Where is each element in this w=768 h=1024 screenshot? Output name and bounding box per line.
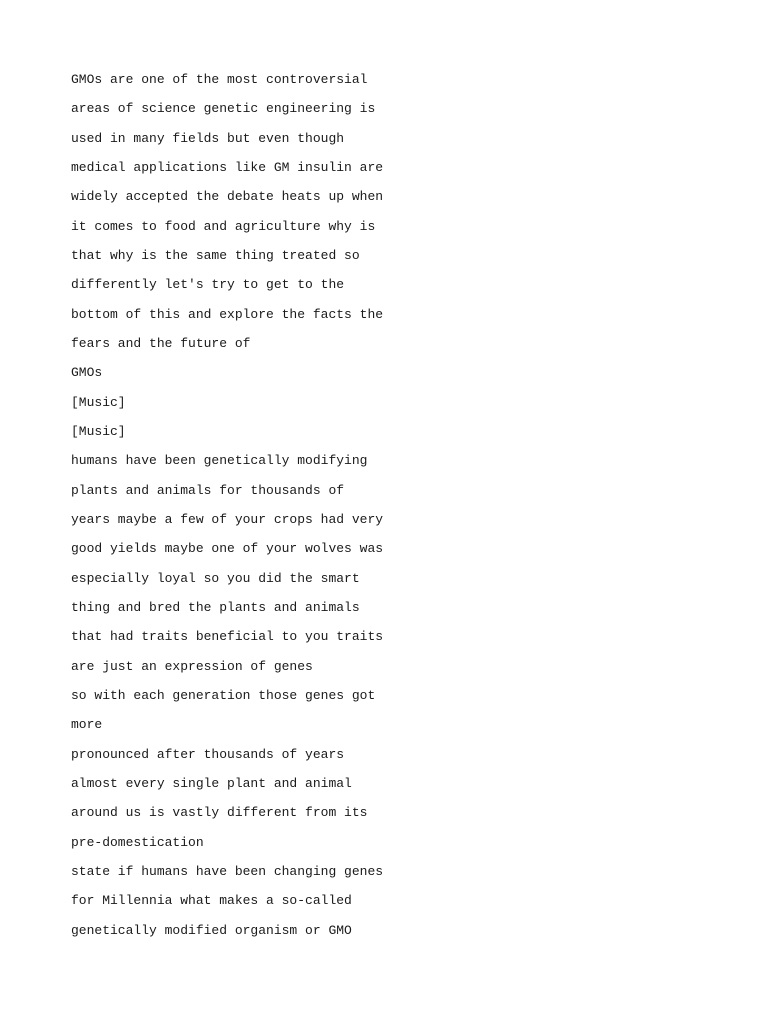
transcript-line: years maybe a few of your crops had very [71, 511, 384, 527]
transcript-line: around us is vastly different from its [71, 805, 368, 821]
transcript-line: state if humans have been changing genes [71, 863, 384, 879]
transcript-line: medical applications like GM insulin are [71, 159, 384, 175]
transcript-line: GMOs [71, 365, 103, 381]
transcript-line: it comes to food and agriculture why is [71, 218, 376, 234]
transcript-line: good yields maybe one of your wolves was [71, 541, 384, 557]
transcript-line: pronounced after thousands of years [71, 746, 345, 762]
transcript-line: bottom of this and explore the facts the [71, 306, 384, 322]
transcript-line: humans have been genetically modifying [71, 453, 368, 469]
transcript-line: differently let's try to get to the [71, 277, 345, 293]
transcript-text [71, 65, 711, 945]
transcript-line: pre-domestication [71, 834, 204, 850]
transcript-line: widely accepted the debate heats up when [71, 189, 384, 205]
transcript-line: more [71, 717, 103, 733]
transcript-line: thing and bred the plants and animals [71, 599, 360, 615]
transcript-line: fears and the future of [71, 335, 251, 351]
transcript-line: [Music] [71, 423, 126, 439]
transcript-line: areas of science genetic engineering is [71, 101, 376, 117]
transcript-line: that had traits beneficial to you traits [71, 629, 384, 645]
transcript-line: genetically modified organism or GMO [71, 922, 352, 938]
transcript-line: used in many fields but even though [71, 130, 345, 146]
transcript-line: [Music] [71, 394, 126, 410]
transcript-line: so with each generation those genes got [71, 687, 376, 703]
transcript-line: for Millennia what makes a so-called [71, 893, 352, 909]
transcript-line: plants and animals for thousands of [71, 482, 345, 498]
transcript-line: GMOs are one of the most controversial [71, 72, 368, 87]
transcript-line: especially loyal so you did the smart [71, 570, 360, 586]
transcript-line: almost every single plant and animal [71, 775, 352, 791]
transcript-line: are just an expression of genes [71, 658, 313, 674]
transcript-line: that why is the same thing treated so [71, 247, 360, 263]
